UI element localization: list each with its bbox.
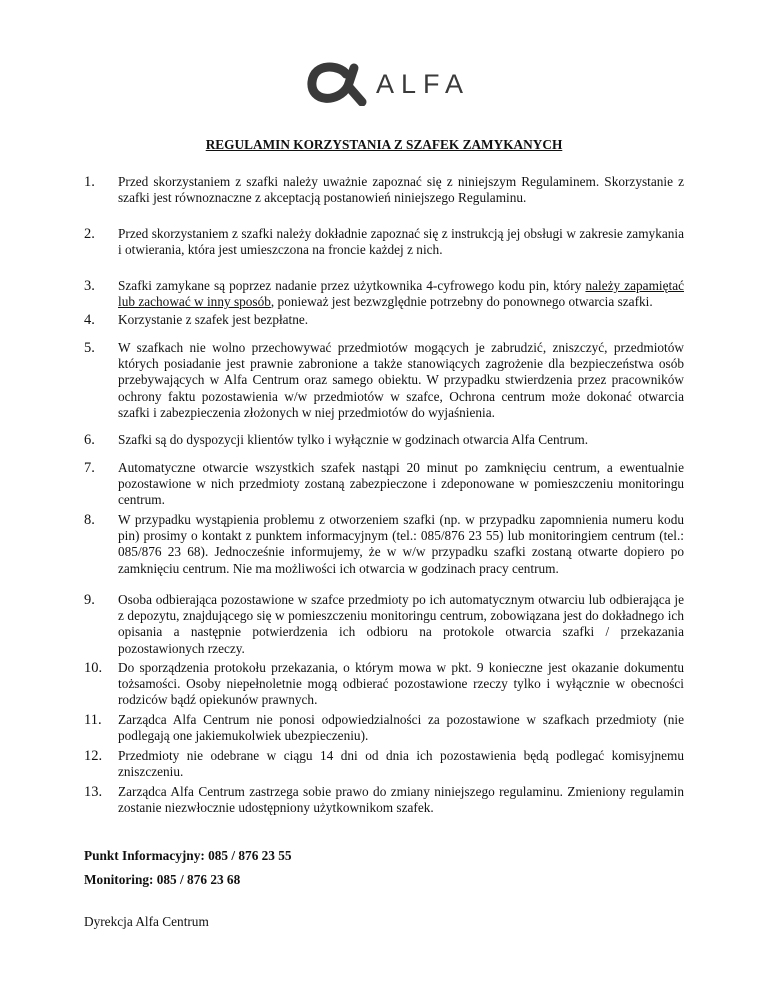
rule-number: 6. [84,432,95,448]
rule-number: 7. [84,460,95,476]
rule-number: 13. [84,784,103,800]
rule-number: 12. [84,748,103,764]
rule-item [84,312,684,328]
rule-text: Korzystanie z szafek jest bezpłatne. [118,312,309,327]
rule-text: Automatyczne otwarcie wszystkich szafek nastąpi 20 minut po zamknięciu centrum, a ewentualnie pozostawione w nich przedmioty zostaną zabezpieczone i zdeponowane w pomieszczeniu monitoringu centrum. [118,460,684,508]
rule-item [84,460,684,509]
rule-number: 11. [84,712,102,728]
rule-text: Szafki są do dyspozycji klientów tylko i wyłącznie w godzinach otwarcia Alfa Centrum. [118,432,589,447]
rule-item [84,512,684,577]
rule-item [84,712,684,744]
rule-item [84,660,684,709]
rule-text: W przypadku wystąpienia problemu z otworzeniem szafki (np. w przypadku zapomnienia numeru kodu pin) prosimy o kontakt z punktem informacyjnym (tel.: 085/876 23 55) lub monitoringiem centrum (tel.: 085/876 23 68). Jednocześnie informujemy, że w w/w przypadku szafki zostaną otwarte dopiero po zamknięciu centrum. Nie ma możliwości ich otwarcia w godzinach pracy centrum. [118,512,684,576]
rule-text: Przed skorzystaniem z szafki należy dokładnie zapoznać się z instrukcją jej obsługi w zakresie zamykania i otwierania, która jest umieszczona na froncie każdej z nich. [118,226,684,258]
rule-number: 9. [84,592,95,608]
rule-text: Przedmioty nie odebrane w ciągu 14 dni od dnia ich pozostawienia będą podlegać komisyjnemu zniszczeniu. [118,748,684,780]
rule-text: Do sporządzenia protokołu przekazania, o którym mowa w pkt. 9 konieczne jest okazanie dokumentu tożsamości. Osoby niepełnoletnie mogą odbierać pozostawione rzeczy tylko i wyłącznie w obecności rodziców bądź opiekunów prawnych. [118,660,684,708]
rule-text: Zarządca Alfa Centrum nie ponosi odpowiedzialności za pozostawione w szafkach przedmioty (nie podlegają one jakiemukolwiek ubezpieczeniu). [118,712,684,744]
rule-number: 5. [84,340,95,356]
rule-item [84,432,684,448]
rule-number: 10. [84,660,103,676]
rule-number: 1. [84,174,95,190]
rule-text: Szafki zamykane są poprzez nadanie przez użytkownika 4-cyfrowego kodu pin, który należy zapamiętać lub zachować w inny sposób, ponieważ jest bezwzględnie potrzebny do ponownego otwarcia szafki. [118,278,685,310]
rule-item [84,592,684,657]
rule-item [84,174,684,206]
rule-number: 8. [84,512,95,528]
signature: Dyrekcja Alfa Centrum [84,914,209,929]
rule-item [84,784,684,816]
alfa-logo [306,62,471,106]
rule-text: Przed skorzystaniem z szafki należy uważnie zapoznać się z niniejszym Regulaminem. Skorzystanie z szafki jest równoznaczne z akceptacją postanowień niniejszego Regulaminu. [118,174,684,206]
rule-item [84,226,684,258]
rule-number: 3. [84,278,95,294]
page-title: REGULAMIN KORZYSTANIA Z SZAFEK ZAMYKANYCH [205,137,563,152]
rule-text: Osoba odbierająca pozostawione w szafce przedmioty po ich automatycznym otwarciu lub odbierająca je z depozytu, znajdującego się w pomieszczeniu monitoringu centrum, zobowiązana jest do dokładnego ich opisania a następnie potwierdzenia ich odbioru na protokole otwarcia szafki / przekazania pozostawionych rzeczy. [118,592,684,656]
monitoring-contact: Monitoring: 085 / 876 23 68 [84,872,241,887]
alpha-logo-icon [306,62,368,106]
rule-item [84,278,684,310]
rule-number: 2. [84,226,95,242]
rule-item [84,340,684,421]
rule-text: Zarządca Alfa Centrum zastrzega sobie prawo do zmiany niniejszego regulaminu. Zmieniony regulamin zostanie niezwłocznie udostępniony użytkownikom szafek. [118,784,684,816]
brand-name: ALFA [376,68,471,99]
info-point-contact: Punkt Informacyjny: 085 / 876 23 55 [84,848,292,863]
rule-item [84,748,684,780]
rule-text: W szafkach nie wolno przechowywać przedmiotów mogących je zabrudzić, zniszczyć, przedmiotów których posiadanie jest prawnie zabronione a także stanowiących zagrożenie dla bezpieczeństwa osób przebywających w Alfa Centrum oraz samego obiektu. W przypadku stwierdzenia przez pracowników ochrony faktu pozostawienia w/w przedmiotów w szafce, Ochrona centrum może dokonać otwarcia szafki i zabezpieczenia złożonych w niej przedmiotów do wyjaśnienia. [118,340,684,420]
underlined-text: należy zapamiętać lub zachować w inny sposób [118,278,685,310]
rule-number: 4. [84,312,95,328]
